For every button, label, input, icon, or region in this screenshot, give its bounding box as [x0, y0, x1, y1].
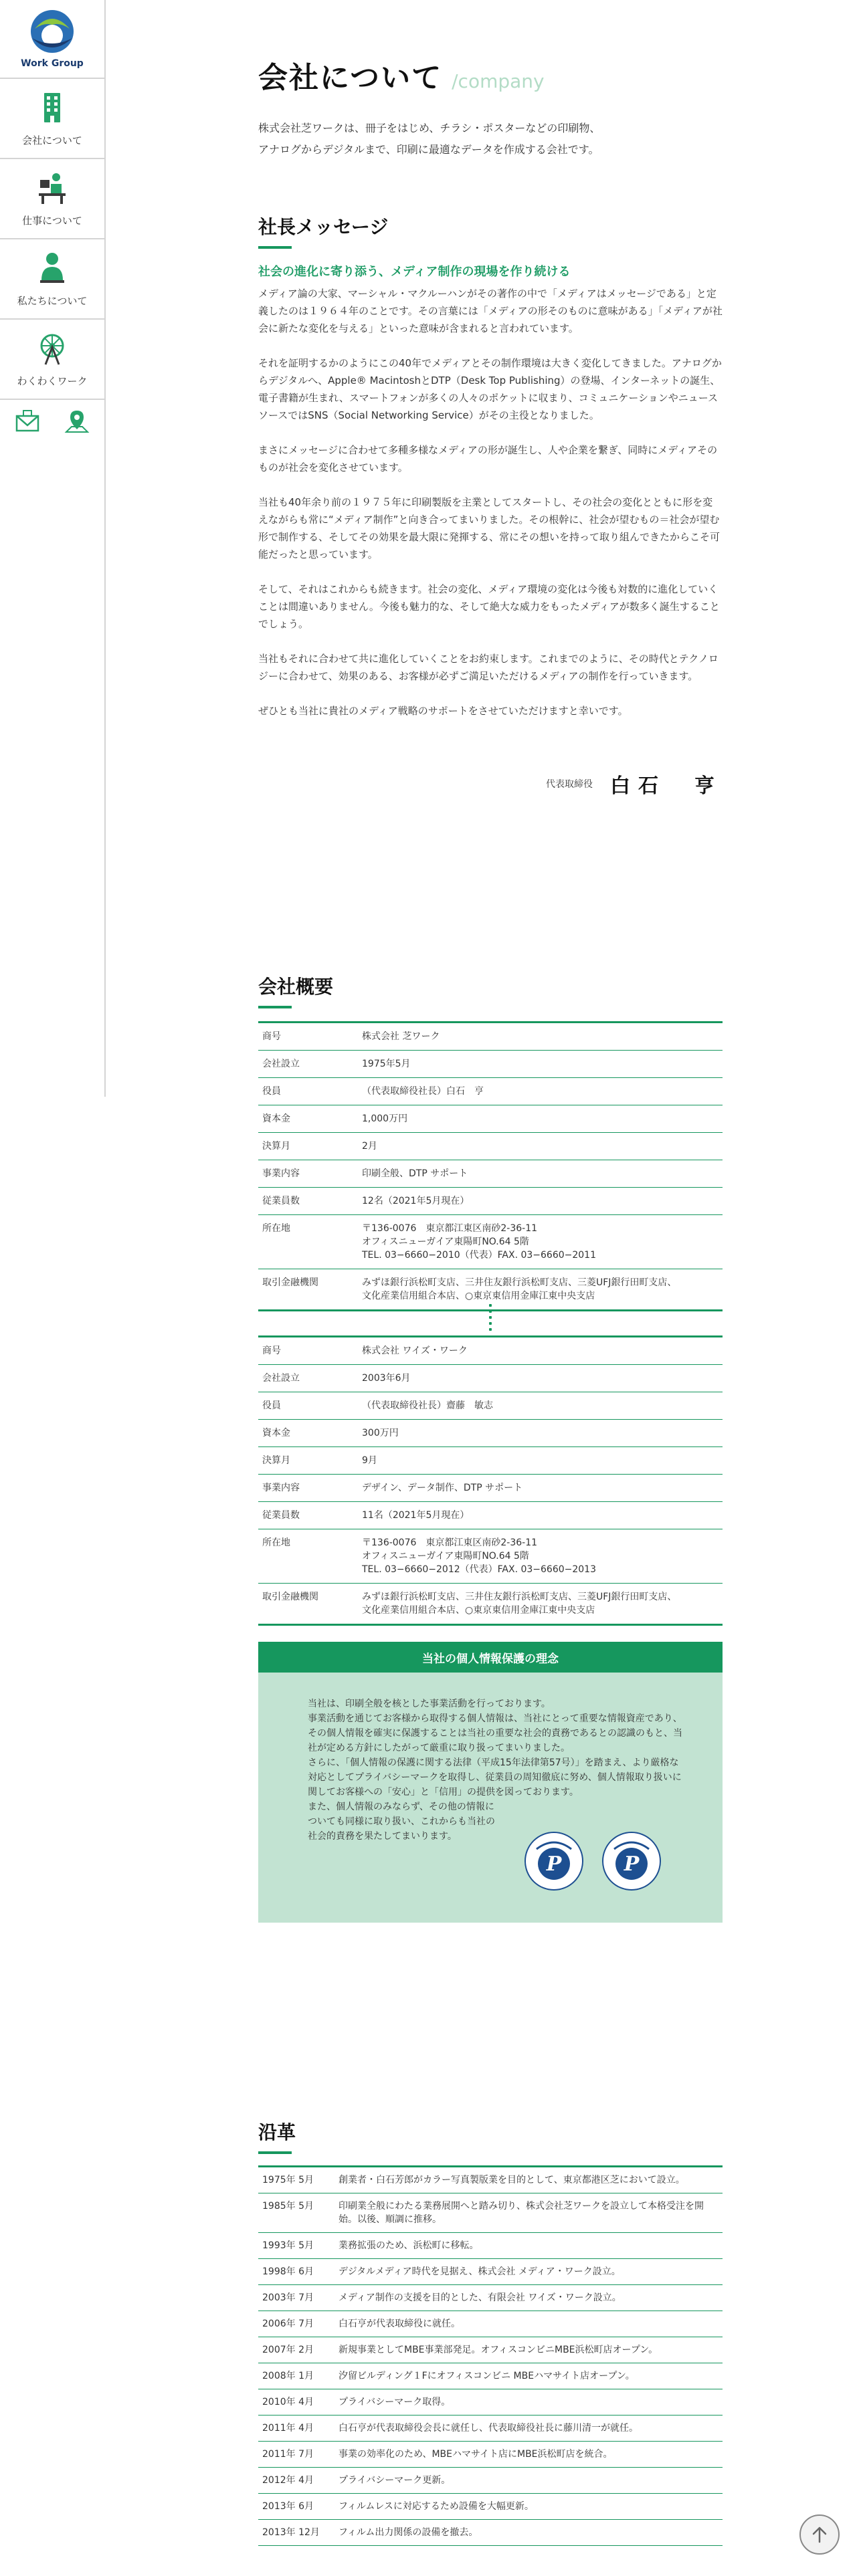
- table-row: [258, 1269, 723, 1309]
- history-text: 新規事業としてMBE事業部発足。オフィスコンビニMBE浜松町店オープン。: [339, 2345, 658, 2355]
- row-value: 9月: [362, 1455, 377, 1466]
- history-date: 2010年 4月: [262, 2397, 314, 2407]
- overview-table-wise-work: [258, 1335, 723, 1626]
- sidebar: [0, 0, 106, 1097]
- history-text: 印刷業全般にわたる業務展開へと踏み切り、株式会社芝ワークを設立して本格受注を開始。以後、順調に推移。: [339, 2201, 704, 2225]
- row-label: 役員: [262, 1400, 281, 1411]
- row-value: 1975年5月: [362, 1059, 411, 1069]
- history-text: 白石亨が代表取締役会長に就任し、代表取締役社長に藤川清一が就任。: [339, 2423, 638, 2434]
- overview-heading: 会社概要: [258, 972, 333, 1008]
- privacy-mark-icon: [523, 1830, 585, 1892]
- table-row: [258, 2167, 723, 2193]
- signature-title: 代表取締役: [546, 779, 593, 790]
- ferris-wheel-icon: [36, 331, 68, 366]
- history-date: 2007年 2月: [262, 2345, 314, 2355]
- signature: [546, 769, 723, 798]
- message-body: [258, 285, 723, 737]
- row-value: 2月: [362, 1141, 377, 1152]
- history-table: [258, 2165, 723, 2546]
- building-icon: [36, 90, 68, 125]
- svg-text:P: P: [546, 1852, 562, 1876]
- row-label: 商号: [262, 1346, 281, 1356]
- row-value: 〒136-0076 東京都江東区南砂2-36-11 オフィスニューガイア東陽町NO.64 5階 TEL. 03−6660−2010（代表）FAX. 03−6660−2011: [362, 1223, 596, 1261]
- row-label: 会社設立: [262, 1373, 300, 1384]
- table-row: [258, 2285, 723, 2311]
- table-row: [258, 2311, 723, 2337]
- sidebar-item-company[interactable]: [0, 79, 104, 159]
- history-text: 創業者・白石芳郎がカラー写真製版業を目的として、東京都港区芝において設立。: [339, 2175, 685, 2185]
- sidebar-item-waku-waku[interactable]: [0, 320, 104, 400]
- history-text: デジタルメディア時代を見据え、株式会社 メディア・ワーク設立。: [339, 2266, 621, 2277]
- sidebar-item-label: わくわくワーク: [17, 374, 88, 387]
- table-row: [258, 1133, 723, 1160]
- table-row: [258, 2363, 723, 2389]
- privacy-mark-icon: [601, 1830, 662, 1892]
- arrow-up-icon: [809, 2525, 830, 2545]
- history-date: 1998年 6月: [262, 2266, 314, 2277]
- privacy-line: さらに、「個人情報の保護に関する法律（平成15年法律第57号）」を踏まえ、より厳格な対応としてプライバシーマークを取得し、従業員の周知徹底に努め、個人情報取り扱いに関してお客様への「安心」と「信用」の提供を図っております。: [308, 1757, 682, 1798]
- table-row: [258, 1529, 723, 1584]
- history-heading: 沿革: [258, 2118, 296, 2154]
- message-paragraph: ぜひとも当社に貴社のメディア戦略のサポートをさせていただけますと幸いです。: [258, 705, 628, 717]
- row-value: デザイン、データ制作、DTP サポート: [362, 1483, 523, 1493]
- history-text: フィルムレスに対応するため設備を大幅更新。: [339, 2501, 534, 2512]
- history-text: 白石亨が代表取締役に就任。: [339, 2319, 460, 2329]
- history-text: メディア制作の支援を目的とした、有限会社 ワイズ・ワーク設立。: [339, 2292, 622, 2303]
- work-group-logo-icon: [27, 9, 78, 57]
- row-label: 資本金: [262, 1428, 290, 1438]
- table-row: [258, 2520, 723, 2546]
- table-row: [258, 2494, 723, 2520]
- table-row: [258, 2442, 723, 2468]
- history-date: 2003年 7月: [262, 2292, 314, 2303]
- history-date: 1975年 5月: [262, 2175, 314, 2185]
- page-title: [258, 53, 545, 96]
- history-date: 1985年 5月: [262, 2201, 314, 2212]
- row-value: 11名（2021年5月現在）: [362, 1510, 470, 1521]
- sidebar-item-label: 私たちについて: [17, 294, 88, 307]
- table-row: [258, 1023, 723, 1051]
- row-label: 取引金融機関: [262, 1592, 318, 1602]
- row-label: 役員: [262, 1086, 281, 1097]
- row-value: みずほ銀行浜松町支店、三井住友銀行浜松町支店、三菱UFJ銀行田町支店、 文化産業信用組合本店、○東京東信用金庫江東中央支店: [362, 1592, 677, 1616]
- history-date: 2013年 12月: [262, 2527, 320, 2538]
- message-paragraph: 当社もそれに合わせて共に進化していくことをお約束します。これまでのように、その時代とテクノロジーに合わせて、効果のある、お客様が必ずご満足いただけるメディアの制作を行っていきます。: [258, 653, 719, 682]
- intro-text: [258, 118, 723, 160]
- message-subheading: 社会の進化に寄り添う、メディア制作の現場を作り続ける: [258, 265, 571, 279]
- table-row: [258, 1447, 723, 1475]
- row-value: 株式会社 ワイズ・ワーク: [362, 1346, 468, 1356]
- history-text: フィルム出力関係の設備を撤去。: [339, 2527, 478, 2538]
- intro-line: 株式会社芝ワークは、冊子をはじめ、チラシ・ポスターなどの印刷物、: [258, 122, 601, 134]
- row-label: 商号: [262, 1031, 281, 1042]
- row-value: 印刷全般、DTP サポート: [362, 1168, 468, 1179]
- logo[interactable]: [0, 0, 104, 79]
- sidebar-sub-icons: [0, 400, 104, 433]
- history-date: 2011年 4月: [262, 2423, 314, 2434]
- logo-text: Work Group: [21, 58, 84, 69]
- message-heading: 社長メッセージ: [258, 213, 388, 249]
- table-row: [258, 2259, 723, 2285]
- row-value: （代表取締役社長）白石 亨: [362, 1086, 484, 1097]
- row-label: 資本金: [262, 1113, 290, 1124]
- row-label: 従業員数: [262, 1196, 300, 1206]
- history-text: 業務拡張のため、浜松町に移転。: [339, 2240, 479, 2251]
- row-label: 事業内容: [262, 1483, 300, 1493]
- row-label: 事業内容: [262, 1168, 300, 1179]
- table-row: [258, 1160, 723, 1188]
- mail-icon[interactable]: [14, 409, 41, 433]
- history-date: 2008年 1月: [262, 2371, 314, 2381]
- table-row: [258, 1078, 723, 1105]
- message-paragraph: それを証明するかのようにこの40年でメディアとその制作環境は大きく変化してきました。アナログからデジタルへ、Apple® MacintoshとDTP（Desk Top Publishing）の登場、インターネットの誕生、電子書籍が生まれ、スマートフォンが多くの人々のポケットに収まり、コミュニケーションやニュースソースではSNS（Social Networking Service）がその主役となりました。: [258, 357, 722, 421]
- privacy-body: [308, 1697, 682, 1844]
- privacy-line: 当社は、印刷全般を核とした事業活動を行っております。: [308, 1699, 551, 1709]
- row-label: 会社設立: [262, 1059, 300, 1069]
- row-value: 1,000万円: [362, 1113, 408, 1124]
- table-row: [258, 1584, 723, 1624]
- privacy-line: 事業活動を通じてお客様から取得する個人情報は、当社にとって重要な情報資産であり、その個人情報を確実に保護することは当社の重要な社会的責務であるとの認識のもと、当社が定める方針にしたがって厳重に取り扱ってまいりました。: [308, 1713, 682, 1753]
- row-label: 取引金融機関: [262, 1277, 318, 1288]
- history-date: 2006年 7月: [262, 2319, 314, 2329]
- history-text: プライバシーマーク更新。: [339, 2475, 451, 2486]
- table-row: [258, 2416, 723, 2442]
- history-date: 2013年 6月: [262, 2501, 314, 2512]
- history-text: プライバシーマーク取得。: [339, 2397, 451, 2407]
- message-paragraph: まさにメッセージに合わせて多種多様なメディアの形が誕生し、人や企業を繋ぎ、同時にメディアそのものが社会を変化させています。: [258, 444, 718, 473]
- row-label: 所在地: [262, 1537, 290, 1548]
- history-text: 事業の効率化のため、MBEハマサイト店にMBE浜松町店を統合。: [339, 2449, 613, 2460]
- table-row: [258, 1215, 723, 1269]
- row-value: みずほ銀行浜松町支店、三井住友銀行浜松町支店、三菱UFJ銀行田町支店、 文化産業信用組合本店、○東京東信用金庫江東中央支店: [362, 1277, 677, 1301]
- table-row: [258, 1475, 723, 1502]
- separator-dots: [489, 1304, 492, 1331]
- table-row: [258, 1392, 723, 1420]
- signature-name: 白石 亨: [610, 774, 723, 798]
- sidebar-item-work[interactable]: [0, 159, 104, 239]
- row-label: 決算月: [262, 1141, 290, 1152]
- message-paragraph: そして、それはこれからも続きます。社会の変化、メディア環境の変化は今後も対数的に進化していくことは間違いありません。今後も魅力的な、そして絶大な威力をもったメディアが数多く誕生することでしょう。: [258, 583, 720, 630]
- table-row: [258, 1365, 723, 1392]
- privacy-policy-box: [258, 1642, 723, 1923]
- history-date: 2012年 4月: [262, 2475, 314, 2486]
- table-row: [258, 2337, 723, 2363]
- map-pin-icon[interactable]: [64, 409, 90, 433]
- table-row: [258, 2389, 723, 2416]
- row-value: 12名（2021年5月現在）: [362, 1196, 470, 1206]
- back-to-top-button[interactable]: [799, 2514, 840, 2555]
- message-paragraph: 当社も40年余り前の１９７５年に印刷製版を主業としてスタートし、その社会の変化とともに形を変えながらも常に“メディア制作”と向き合ってまいりました。その根幹に、社会が望むもの＝社会が望む形で制作する、そしてその効果を最大限に発揮する、常にその想いを持って取り組んできたからこそ可能だったと思っています。: [258, 496, 721, 560]
- privacy-heading: 当社の個人情報保護の理念: [258, 1642, 723, 1673]
- overview-table-shiba-work: [258, 1021, 723, 1311]
- page-title-text: 会社について: [258, 61, 443, 95]
- table-row: [258, 2233, 723, 2259]
- message-paragraph: メディア論の大家、マーシャル・マクルーハンがその著作の中で「メディアはメッセージである」と定義したのは１９６４年のことです。その言葉には「メディアの形そのものに意味がある」「メディアが社会に新たな変化を与える」といった意味が含まれると言われています。: [258, 288, 723, 334]
- table-row: [258, 1337, 723, 1365]
- history-date: 1993年 5月: [262, 2240, 314, 2251]
- sidebar-item-label: 会社について: [22, 134, 82, 146]
- history-date: 2011年 7月: [262, 2449, 314, 2460]
- privacy-line: また、個人情報のみならず、その他の情報についても同様に取り扱い、これからも当社の社会的責務を果たしてまいります。: [308, 1802, 495, 1842]
- table-row: [258, 1188, 723, 1215]
- sidebar-item-label: 仕事について: [22, 214, 82, 227]
- row-value: （代表取締役社長）齋藤 敏志: [362, 1400, 493, 1411]
- intro-line: アナログからデジタルまで、印刷に最適なデータを作成する会社です。: [258, 143, 599, 156]
- row-value: 株式会社 芝ワーク: [362, 1031, 440, 1042]
- svg-text:P: P: [624, 1852, 640, 1876]
- page-title-en: /company: [452, 70, 545, 92]
- table-row: [258, 1502, 723, 1529]
- table-row: [258, 1105, 723, 1133]
- row-label: 所在地: [262, 1223, 290, 1234]
- worker-desk-icon: [36, 171, 68, 205]
- row-label: 従業員数: [262, 1510, 300, 1521]
- row-value: 2003年6月: [362, 1373, 411, 1384]
- row-label: 決算月: [262, 1455, 290, 1466]
- row-value: 300万円: [362, 1428, 399, 1438]
- history-text: 汐留ビルディング１Fにオフィスコンビニ MBEハマサイト店オープン。: [339, 2371, 635, 2381]
- table-row: [258, 1051, 723, 1078]
- sidebar-item-about-us[interactable]: [0, 239, 104, 320]
- table-row: [258, 2193, 723, 2233]
- row-value: 〒136-0076 東京都江東区南砂2-36-11 オフィスニューガイア東陽町NO.64 5階 TEL. 03−6660−2012（代表）FAX. 03−6660−2013: [362, 1537, 596, 1575]
- table-row: [258, 2468, 723, 2494]
- table-row: [258, 1420, 723, 1447]
- person-icon: [36, 251, 68, 286]
